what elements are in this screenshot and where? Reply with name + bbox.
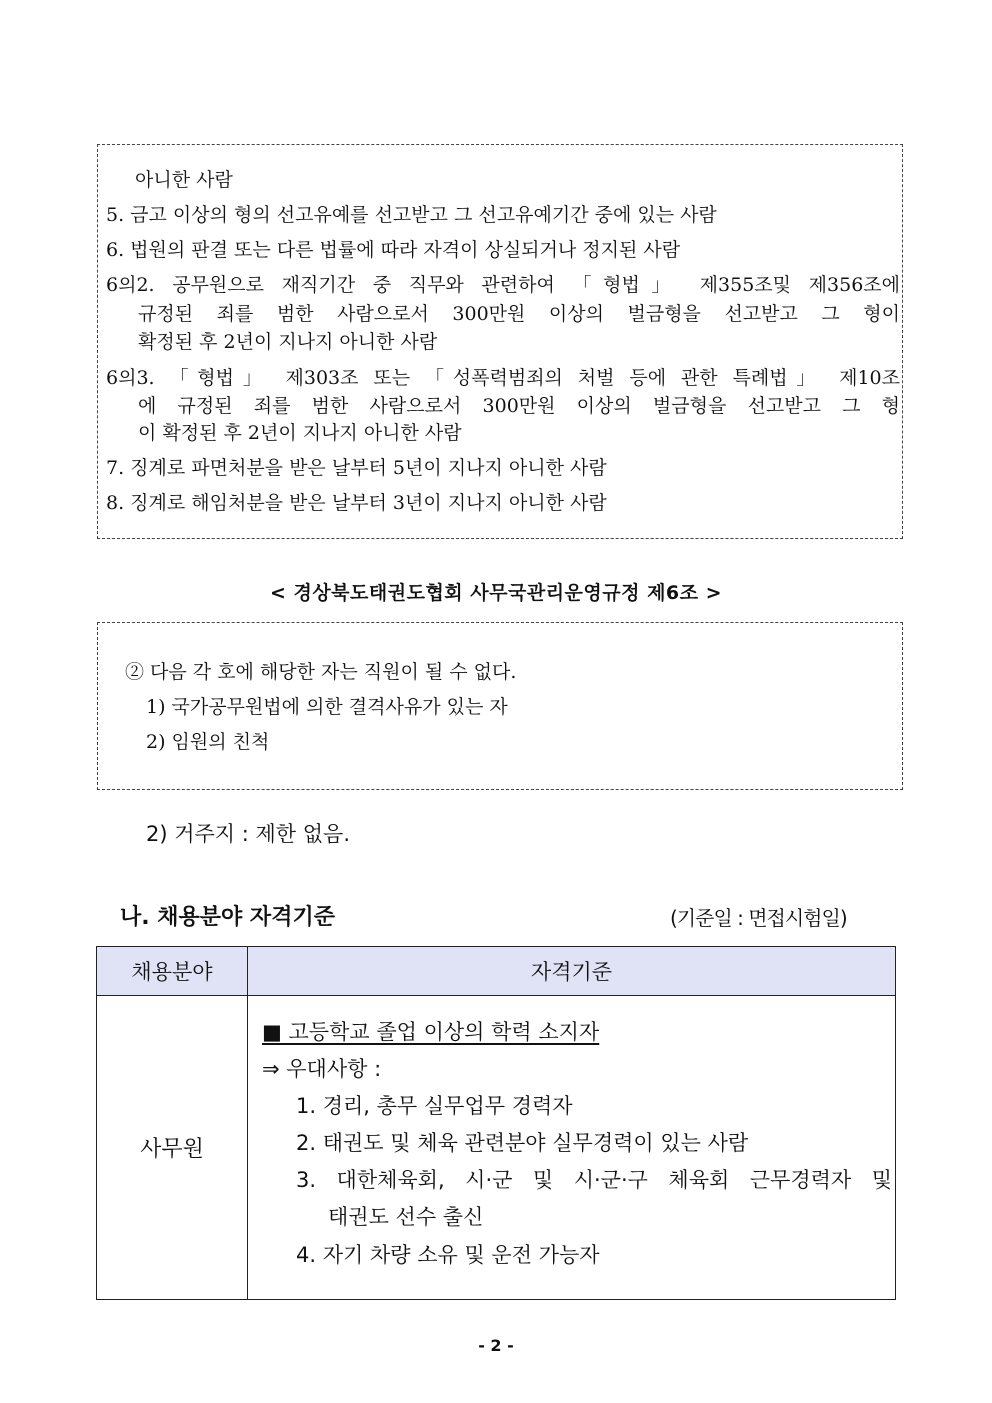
regulation-title: < 경상북도태권도협회 사무국관리운영규정 제6조 >	[269, 582, 723, 604]
header-criteria: 자격기준	[248, 947, 896, 996]
criteria-cell	[248, 996, 896, 1300]
list-item-6-2-line1: 6의2. 공무원으로 재직기간 중 직무와 관련하여 「형법」 제355조및 제356조에	[106, 274, 900, 296]
section-heading: 나. 채용분야 자격기준	[120, 905, 335, 930]
regulation-item-2: 2) 임원의 친척	[146, 731, 270, 753]
header-field: 채용분야	[97, 947, 248, 996]
page-number: - 2 -	[478, 1336, 514, 1355]
list-item-6: 6. 법원의 판결 또는 다른 법률에 따라 자격이 상실되거나 정지된 사람	[106, 239, 681, 261]
residence-requirement: 2) 거주지 : 제한 없음.	[146, 822, 351, 846]
education-requirement: ■ 고등학교 졸업 이상의 학력 소지자	[262, 1020, 600, 1044]
list-item-5: 5. 금고 이상의 형의 선고유예를 선고받고 그 선고유예기간 중에 있는 사람	[106, 204, 717, 226]
preference-4: 4. 자기 차량 소유 및 운전 가능자	[296, 1243, 600, 1267]
basis-date: (기준일 : 면접시험일)	[670, 906, 847, 930]
preference-1: 1. 경리, 총무 실무업무 경력자	[296, 1094, 573, 1118]
criteria-table	[96, 946, 896, 1300]
list-item-6-3-line3: 이 확정된 후 2년이 지나지 아니한 사람	[138, 422, 462, 444]
preference-3-line1: 3. 대한체육회, 시·군 및 시·군·구 체육회 근무경력자 및	[296, 1168, 892, 1192]
preference-label: ⇒ 우대사항 :	[262, 1057, 382, 1081]
list-continuation: 아니한 사람	[135, 169, 233, 191]
list-item-6-2-line2: 규정된 죄를 범한 사람으로서 300만원 이상의 벌금형을 선고받고 그 형이	[138, 303, 900, 325]
table-header-row	[97, 947, 896, 996]
list-item-8: 8. 징계로 해임처분을 받은 날부터 3년이 지나지 아니한 사람	[106, 492, 607, 514]
regulation-clause: ② 다음 각 호에 해당한 자는 직원이 될 수 없다.	[125, 661, 517, 683]
preference-2: 2. 태권도 및 체육 관련분야 실무경력이 있는 사람	[296, 1131, 749, 1155]
list-item-6-2-line3: 확정된 후 2년이 지나지 아니한 사람	[138, 331, 438, 353]
list-item-7: 7. 징계로 파면처분을 받은 날부터 5년이 지나지 아니한 사람	[106, 457, 607, 479]
list-item-6-3-line2: 에 규정된 죄를 범한 사람으로서 300만원 이상의 벌금형을 선고받고 그 형	[138, 395, 900, 417]
field-cell: 사무원	[97, 996, 248, 1300]
preference-3-line2: 태권도 선수 출신	[328, 1205, 484, 1229]
regulation-item-1: 1) 국가공무원법에 의한 결격사유가 있는 자	[146, 696, 508, 718]
table-row	[97, 996, 896, 1300]
list-item-6-3-line1: 6의3. 「형법」 제303조 또는 「성폭력범죄의 처벌 등에 관한 특례법」 제10조	[106, 367, 900, 389]
